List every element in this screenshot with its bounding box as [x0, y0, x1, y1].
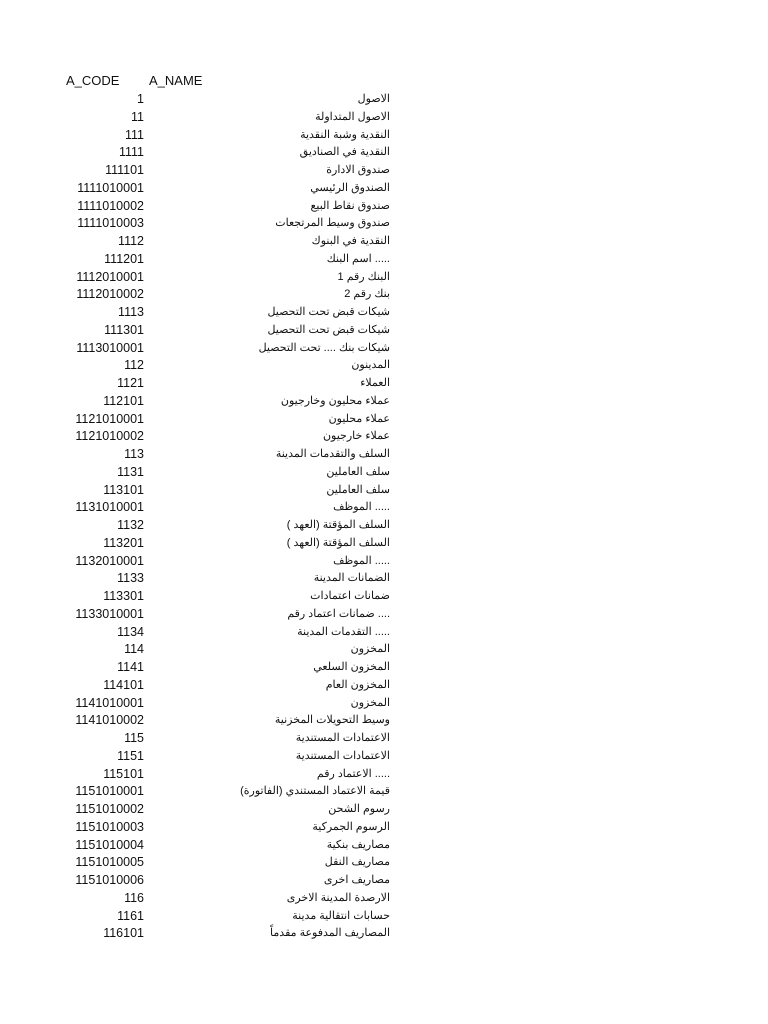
table-row — [0, 197, 768, 215]
account-name: الاعتمادات المستندية — [295, 749, 390, 762]
account-code: 1132 — [117, 518, 144, 532]
account-name: سلف العاملين — [326, 483, 390, 496]
account-name: رسوم الشحن — [328, 803, 390, 815]
table-row — [0, 782, 768, 800]
account-name: السلف المؤقتة (العهد ) — [286, 519, 390, 531]
table-row — [0, 179, 768, 197]
account-code: 112 — [124, 358, 144, 373]
account-name: ..... الاعتماد رقم — [316, 767, 390, 780]
account-name: المدينون — [351, 359, 390, 372]
account-name: قيمة الاعتماد المستندي (الفاتورة) — [240, 785, 390, 798]
account-code: 114101 — [103, 677, 144, 692]
table-row — [0, 321, 768, 339]
account-name: المخزون السلعي — [313, 661, 390, 673]
table-row — [0, 250, 768, 268]
table-row — [0, 800, 768, 818]
table-row — [0, 587, 768, 605]
table-row — [0, 427, 768, 445]
table-row — [0, 694, 768, 712]
table-row — [0, 214, 768, 232]
account-name: المخزون — [350, 643, 390, 656]
table-row — [0, 108, 768, 126]
account-code: 113101 — [103, 482, 144, 497]
header-row — [0, 72, 768, 90]
account-code: 112101 — [103, 393, 144, 408]
table-row — [0, 232, 768, 250]
account-code: 1151 — [117, 748, 144, 763]
account-code: 1112010002 — [76, 287, 144, 302]
table-row — [0, 268, 768, 286]
account-code: 1151010005 — [75, 855, 144, 870]
account-name: ضمانات اعتمادات — [310, 590, 390, 602]
account-code: 1151010001 — [75, 784, 144, 799]
table-row — [0, 605, 768, 623]
account-name: الاعتمادات المستندية — [295, 732, 390, 744]
table-row — [0, 676, 768, 694]
account-code: 116 — [124, 890, 144, 905]
account-name: الرسوم الجمركية — [312, 820, 390, 833]
account-code: 1151010002 — [75, 802, 144, 816]
account-code: 113301 — [103, 589, 144, 603]
account-code: 1121010001 — [75, 411, 144, 426]
account-name: وسيط التحويلات المخزنية — [274, 714, 390, 727]
account-code: 1113 — [118, 305, 144, 319]
account-name: حسابات انتقالية مدينة — [292, 909, 390, 922]
account-code: 1133 — [117, 571, 144, 586]
account-name: الصندوق الرئيسي — [310, 181, 390, 194]
table-row — [0, 889, 768, 907]
account-name: عملاء محليون — [328, 412, 390, 425]
table-row — [0, 339, 768, 357]
table-row — [0, 747, 768, 765]
account-name: السلف المؤقتة (العهد ) — [286, 536, 390, 549]
account-name: .... ضمانات اعتماد رقم — [287, 607, 390, 620]
account-code: 1134 — [117, 624, 144, 639]
account-code: 1131010001 — [75, 500, 144, 515]
name-column-header: A_NAME — [149, 73, 203, 88]
account-code: 1121010002 — [75, 429, 144, 444]
table-row — [0, 516, 768, 534]
account-code: 1151010006 — [75, 873, 144, 887]
account-name: شيكات قبض تحت التحصيل — [267, 323, 390, 336]
account-code: 1161 — [117, 908, 144, 923]
account-name: البنك رقم 1 — [337, 270, 390, 283]
table-row — [0, 303, 768, 321]
account-code: 113 — [124, 447, 144, 461]
account-code: 1111 — [118, 145, 144, 160]
account-code: 1131 — [117, 464, 144, 479]
table-row — [0, 410, 768, 428]
account-name: بنك رقم 2 — [344, 288, 390, 301]
account-name: سلف العاملين — [326, 465, 390, 478]
account-name: صندوق نقاط البيع — [310, 199, 390, 212]
table-row — [0, 924, 768, 942]
table-row — [0, 285, 768, 303]
table-row — [0, 623, 768, 641]
table-row — [0, 640, 768, 658]
account-name: العملاء — [360, 377, 390, 389]
table-row — [0, 658, 768, 676]
table-row — [0, 445, 768, 463]
account-code: 1112 — [118, 234, 144, 248]
account-code: 1113010001 — [76, 340, 144, 355]
account-name: المخزون — [350, 696, 390, 709]
table-row — [0, 853, 768, 871]
account-code: 1132010001 — [75, 553, 144, 568]
table-row — [0, 552, 768, 570]
account-code: 1111010002 — [77, 198, 144, 213]
account-code: 116101 — [103, 926, 144, 941]
table-row — [0, 907, 768, 925]
account-code: 1111010001 — [77, 180, 144, 195]
table-row — [0, 126, 768, 144]
table-row — [0, 374, 768, 392]
account-name: المصاريف المدفوعة مقدماً — [270, 927, 390, 940]
account-name: الاصول — [357, 93, 390, 105]
account-name: النقدية في الصناديق — [299, 146, 390, 159]
table-row — [0, 356, 768, 374]
account-name: الضمانات المدينة — [313, 572, 390, 585]
table-row — [0, 569, 768, 587]
table-row — [0, 481, 768, 499]
account-name: ..... الموظف — [333, 554, 390, 567]
table-row — [0, 729, 768, 747]
account-name: المخزون العام — [325, 678, 390, 691]
accounts-list — [0, 90, 768, 942]
table-row — [0, 90, 768, 108]
account-code: 115101 — [103, 766, 144, 781]
account-name: عملاء خارجيون — [322, 430, 390, 443]
account-code: 111201 — [104, 251, 144, 266]
account-code: 1151010004 — [75, 837, 144, 852]
account-name: صندوق الادارة — [326, 164, 390, 176]
table-row — [0, 463, 768, 481]
account-code: 111 — [124, 127, 144, 142]
table-row — [0, 765, 768, 783]
account-code: 1141010002 — [75, 713, 144, 728]
account-name: النقدية وشبة النقدية — [300, 128, 390, 141]
account-code: 1133010001 — [75, 606, 144, 621]
account-name: ..... اسم البنك — [326, 252, 390, 265]
account-code: 1111010003 — [77, 216, 144, 231]
account-name: ..... الموظف — [333, 501, 390, 514]
account-code: 115 — [124, 731, 144, 745]
account-code: 1141010001 — [75, 695, 144, 710]
account-code: 1141 — [117, 660, 144, 674]
account-name: ..... التقدمات المدينة — [297, 625, 390, 638]
account-name: مصاريف النقل — [324, 856, 390, 869]
code-column-header: A_CODE — [66, 73, 120, 88]
table-row — [0, 498, 768, 516]
table-row — [0, 711, 768, 729]
account-code: 1121 — [117, 376, 144, 390]
account-code: 111101 — [105, 163, 144, 177]
account-code: 1112010001 — [76, 269, 144, 284]
table-row — [0, 818, 768, 836]
account-name: شيكات قبض تحت التحصيل — [267, 306, 390, 318]
account-name: شيكات بنك .... تحت التحصيل — [258, 341, 390, 354]
table-row — [0, 143, 768, 161]
account-name: صندوق وسيط المرتجعات — [275, 217, 390, 230]
account-code: 1 — [137, 92, 144, 106]
table-row — [0, 161, 768, 179]
account-code: 113201 — [103, 535, 144, 550]
table-row — [0, 534, 768, 552]
table-row — [0, 871, 768, 889]
account-name: عملاء محليون وخارجيون — [280, 394, 390, 407]
account-name: النقدية في البنوك — [311, 235, 390, 247]
account-name: السلف والتقدمات المدينة — [275, 448, 390, 460]
account-code: 114 — [124, 642, 144, 657]
table-row — [0, 392, 768, 410]
table-row — [0, 836, 768, 854]
account-name: مصاريف بنكية — [326, 838, 390, 851]
account-name: الارصدة المدينة الاخرى — [286, 891, 390, 904]
account-name: مصاريف اخرى — [323, 874, 390, 886]
account-code: 11 — [131, 109, 144, 124]
account-name: الاصول المتداولة — [315, 110, 390, 123]
account-code: 111301 — [104, 322, 144, 337]
account-code: 1151010003 — [75, 819, 144, 834]
accounts-sheet — [0, 72, 768, 942]
